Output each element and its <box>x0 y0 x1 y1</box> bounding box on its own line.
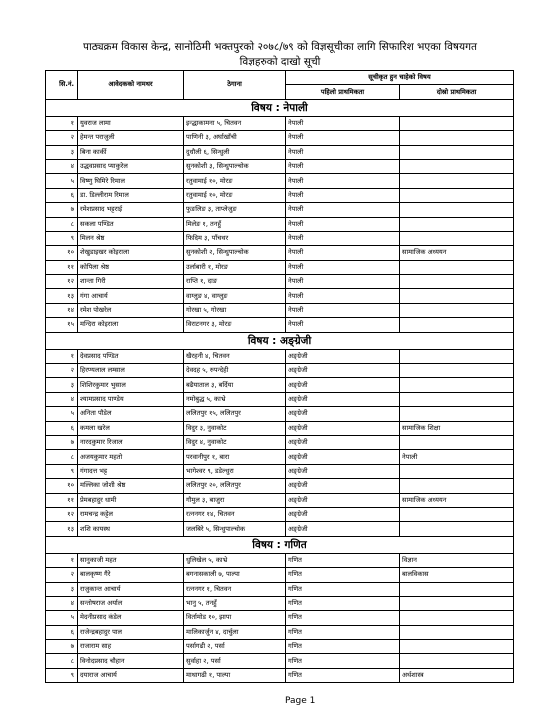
second-priority-cell <box>400 203 514 217</box>
table-row <box>46 318 514 332</box>
table-row <box>46 553 514 567</box>
serial-cell: १ <box>46 553 78 567</box>
second-priority-cell <box>400 260 514 274</box>
table-body <box>46 99 514 682</box>
serial-cell: ८ <box>46 217 78 231</box>
name-cell: युवराज लामा <box>78 116 184 130</box>
name-cell: दयाराज आचार्य <box>78 668 184 682</box>
second-priority-cell <box>400 116 514 130</box>
name-cell: डा. डिल्लीराम रिमाल <box>78 188 184 202</box>
second-priority-cell <box>400 275 514 289</box>
section-title: विषय : नेपाली <box>46 99 514 116</box>
serial-cell: ३ <box>46 582 78 596</box>
name-cell: रमेश पोखरेल <box>78 303 184 317</box>
table-row <box>46 174 514 188</box>
second-priority-cell <box>400 435 514 449</box>
first-priority-cell: नेपाली <box>286 231 400 245</box>
table-row <box>46 246 514 260</box>
address-cell: मालिकार्जुन ४, दार्चुला <box>184 625 286 639</box>
first-priority-cell: अङ्ग्रेजी <box>286 522 400 536</box>
address-cell: रतुवामाई १०, मोरङ <box>184 188 286 202</box>
name-cell: उद्धवप्रसाद प्याकुरेल <box>78 159 184 173</box>
name-cell: हिरण्यलाल लम्साल <box>78 364 184 378</box>
section-heading-row <box>46 332 514 349</box>
address-cell: रत्ननगर १४, चितवन <box>184 507 286 521</box>
address-cell: फिदिम ३, पाँचथर <box>184 231 286 245</box>
address-cell: विदुर ४, नुवाकोट <box>184 435 286 449</box>
first-priority-cell: गणित <box>286 596 400 610</box>
table-row <box>46 131 514 145</box>
address-cell: देवदह ५, रुपन्देही <box>184 364 286 378</box>
name-cell: श्यामप्रसाद पाण्डेय <box>78 392 184 406</box>
name-cell: गंगादत्त भट्ट <box>78 464 184 478</box>
table-row <box>46 568 514 582</box>
name-cell: सकला पण्डित <box>78 217 184 231</box>
address-cell: सुनकोशी २, सिन्धुपाल्चोक <box>184 246 286 260</box>
second-priority-cell <box>400 188 514 202</box>
second-priority-cell <box>400 407 514 421</box>
serial-cell: १ <box>46 116 78 130</box>
table-row <box>46 611 514 625</box>
serial-cell: ३ <box>46 145 78 159</box>
name-cell: मन्दिरा कोइराला <box>78 318 184 332</box>
second-priority-cell <box>400 289 514 303</box>
name-cell: राजाराम साह <box>78 640 184 654</box>
name-cell: विनोदप्रसाद चौहान <box>78 654 184 668</box>
first-priority-cell: अङ्ग्रेजी <box>286 493 400 507</box>
serial-cell: ४ <box>46 596 78 610</box>
name-cell: रमेशप्रसाद भट्टराई <box>78 203 184 217</box>
second-priority-cell <box>400 582 514 596</box>
second-priority-cell <box>400 174 514 188</box>
table-row <box>46 203 514 217</box>
first-priority-cell: गणित <box>286 611 400 625</box>
first-priority-cell: नेपाली <box>286 174 400 188</box>
address-cell: वाग्लुङ ४, वाग्लुङ <box>184 289 286 303</box>
second-priority-cell <box>400 145 514 159</box>
second-priority-cell <box>400 640 514 654</box>
first-priority-cell: गणित <box>286 553 400 567</box>
first-priority-cell: गणित <box>286 668 400 682</box>
table-row <box>46 231 514 245</box>
address-cell: उर्लाबारी १, मोरङ <box>184 260 286 274</box>
address-cell: परवानीपुर १, बारा <box>184 450 286 464</box>
second-priority-cell <box>400 611 514 625</box>
first-priority-cell: नेपाली <box>286 116 400 130</box>
serial-cell: १४ <box>46 303 78 317</box>
header-address: ठेगाना <box>184 71 286 100</box>
second-priority-cell <box>400 479 514 493</box>
table-row <box>46 479 514 493</box>
name-cell: मल्लिका जोशी श्रेष्ठ <box>78 479 184 493</box>
table-row <box>46 507 514 521</box>
address-cell: विर्तामोड १०, झापा <box>184 611 286 625</box>
table-row <box>46 625 514 639</box>
address-cell: फुङलिङ ३, ताप्लेजुङ <box>184 203 286 217</box>
second-priority-cell <box>400 159 514 173</box>
serial-cell: ८ <box>46 654 78 668</box>
second-priority-cell: अर्थशास्त्र <box>400 668 514 682</box>
address-cell: सुनकोशी ३, सिन्धुपाल्चोक <box>184 159 286 173</box>
table-row <box>46 464 514 478</box>
table-row <box>46 159 514 173</box>
first-priority-cell: गणित <box>286 640 400 654</box>
address-cell: गौमुल ३, बाजुरा <box>184 493 286 507</box>
table-row <box>46 364 514 378</box>
address-cell: ललितपुर १५, ललितपुर <box>184 407 286 421</box>
first-priority-cell: अङ्ग्रेजी <box>286 378 400 392</box>
address-cell: माथागढी १, पाल्पा <box>184 668 286 682</box>
table-row <box>46 493 514 507</box>
address-cell: जलबिरे ५, सिन्धुपाल्चोक <box>184 522 286 536</box>
serial-cell: ९ <box>46 668 78 682</box>
address-cell: मिलेङ १, तनहुँ <box>184 217 286 231</box>
name-cell: राजुकान्त आचार्य <box>78 582 184 596</box>
name-cell: रामचन्द्र कट्टेल <box>78 507 184 521</box>
name-cell: प्रेमबहादुर धामी <box>78 493 184 507</box>
first-priority-cell: नेपाली <box>286 289 400 303</box>
table-row <box>46 116 514 130</box>
second-priority-cell <box>400 217 514 231</box>
table-row <box>46 260 514 274</box>
name-cell: अनिता पौडेल <box>78 407 184 421</box>
serial-cell: ९ <box>46 231 78 245</box>
table-row <box>46 217 514 231</box>
second-priority-cell <box>400 231 514 245</box>
name-cell: नारदकुमार रिजाल <box>78 435 184 449</box>
section-title: विषय : अङ्ग्रेजी <box>46 332 514 349</box>
second-priority-cell <box>400 378 514 392</box>
name-cell: देवप्रसाद पण्डित <box>78 349 184 363</box>
name-cell: शिशिरकुमार भुसाल <box>78 378 184 392</box>
second-priority-cell <box>400 625 514 639</box>
address-cell: बगनासकाली ७, पाल्पा <box>184 568 286 582</box>
address-cell: विराटनगर ३, मोरङ <box>184 318 286 332</box>
second-priority-cell <box>400 318 514 332</box>
name-cell: सन्तोषराज अर्याल <box>78 596 184 610</box>
second-priority-cell <box>400 131 514 145</box>
name-cell: कोपिला श्रेष्ठ <box>78 260 184 274</box>
first-priority-cell: नेपाली <box>286 318 400 332</box>
first-priority-cell: अङ्ग्रेजी <box>286 421 400 435</box>
table-row <box>46 349 514 363</box>
serial-cell: २ <box>46 131 78 145</box>
second-priority-cell: सामाजिक अध्ययन <box>400 246 514 260</box>
first-priority-cell: नेपाली <box>286 131 400 145</box>
table-row <box>46 640 514 654</box>
second-priority-cell <box>400 349 514 363</box>
header-name: आवेदकको नामथर <box>78 71 184 100</box>
address-cell: भानु ५, तनहुँ <box>184 596 286 610</box>
first-priority-cell: नेपाली <box>286 217 400 231</box>
name-cell: बालकृष्ण गैरे <box>78 568 184 582</box>
serial-cell: १ <box>46 349 78 363</box>
address-cell: दुधौली ६, सिन्धुली <box>184 145 286 159</box>
first-priority-cell: नेपाली <box>286 303 400 317</box>
address-cell: गोरखा ५, गोरखा <box>184 303 286 317</box>
second-priority-cell <box>400 303 514 317</box>
name-cell: शान्ता गिरी <box>78 275 184 289</box>
header-first-priority: पहिलो प्राथमिकता <box>286 85 400 99</box>
table-row <box>46 435 514 449</box>
address-cell: ललितपुर २०, ललितपुर <box>184 479 286 493</box>
table-row <box>46 407 514 421</box>
serial-cell: ३ <box>46 378 78 392</box>
address-cell: भागेश्वर ९, डडेल्धुरा <box>184 464 286 478</box>
serial-cell: २ <box>46 364 78 378</box>
serial-cell: ७ <box>46 203 78 217</box>
first-priority-cell: अङ्ग्रेजी <box>286 464 400 478</box>
table-row <box>46 275 514 289</box>
second-priority-cell: विज्ञान <box>400 553 514 567</box>
serial-cell: १२ <box>46 275 78 289</box>
table-row <box>46 392 514 406</box>
second-priority-cell <box>400 392 514 406</box>
serial-cell: ११ <box>46 493 78 507</box>
first-priority-cell: अङ्ग्रेजी <box>286 407 400 421</box>
second-priority-cell <box>400 464 514 478</box>
serial-cell: ८ <box>46 450 78 464</box>
first-priority-cell: गणित <box>286 654 400 668</box>
name-cell: कमला खरेल <box>78 421 184 435</box>
table-row <box>46 303 514 317</box>
second-priority-cell: बालविकास <box>400 568 514 582</box>
first-priority-cell: अङ्ग्रेजी <box>286 392 400 406</box>
table-row <box>46 145 514 159</box>
name-cell: विष्णु घिमिरे रिमाल <box>78 174 184 188</box>
address-cell: पाणिनी ३, अर्घाखाँची <box>184 131 286 145</box>
name-cell: अजयकुमार महतो <box>78 450 184 464</box>
name-cell: बिना कार्की <box>78 145 184 159</box>
serial-cell: ७ <box>46 435 78 449</box>
name-cell: शशि कायस्थ <box>78 522 184 536</box>
document-title: पाठ्यक्रम विकास केन्द्र, सानोठिमी भक्तपुरको २०७८/७९ को विज्ञसूचीका लागि सिफारिश भएका विषयगत <box>83 41 477 53</box>
first-priority-cell: नेपाली <box>286 145 400 159</box>
serial-cell: ७ <box>46 640 78 654</box>
second-priority-cell <box>400 364 514 378</box>
first-priority-cell: अङ्ग्रेजी <box>286 364 400 378</box>
address-cell: पर्सागढी २, पर्सा <box>184 640 286 654</box>
serial-cell: २ <box>46 568 78 582</box>
first-priority-cell: गणित <box>286 568 400 582</box>
address-cell: सुर्वाहा २, पर्सा <box>184 654 286 668</box>
header-second-priority: दोस्रो प्राथमिकता <box>400 85 514 99</box>
table-row <box>46 654 514 668</box>
table-row <box>46 522 514 536</box>
serial-cell: ५ <box>46 611 78 625</box>
second-priority-cell: नेपाली <box>400 450 514 464</box>
address-cell: रतुवामाई १०, मोरङ <box>184 174 286 188</box>
table-row <box>46 289 514 303</box>
name-cell: शेखुडाइखर कोइराला <box>78 246 184 260</box>
name-cell: सानुकाजी महत <box>78 553 184 567</box>
name-cell: हेमन्त पराजुली <box>78 131 184 145</box>
address-cell: राप्ति १, दाङ <box>184 275 286 289</box>
second-priority-cell <box>400 507 514 521</box>
first-priority-cell: गणित <box>286 582 400 596</box>
first-priority-cell: गणित <box>286 625 400 639</box>
section-heading-row <box>46 536 514 553</box>
second-priority-cell: सामाजिक शिक्षा <box>400 421 514 435</box>
table-row <box>46 668 514 682</box>
applicant-table <box>45 70 514 683</box>
name-cell: राजेन्द्रबहादुर पाल <box>78 625 184 639</box>
first-priority-cell: नेपाली <box>286 246 400 260</box>
table-row <box>46 378 514 392</box>
address-cell: खैरहनी ४, चितवन <box>184 349 286 363</box>
name-cell: मिलन श्रेष्ठ <box>78 231 184 245</box>
table-row <box>46 188 514 202</box>
serial-cell: १३ <box>46 289 78 303</box>
serial-cell: ४ <box>46 159 78 173</box>
address-cell: रत्ननगर १, चितवन <box>184 582 286 596</box>
serial-cell: ६ <box>46 188 78 202</box>
first-priority-cell: नेपाली <box>286 260 400 274</box>
second-priority-cell <box>400 654 514 668</box>
first-priority-cell: नेपाली <box>286 203 400 217</box>
table-row <box>46 596 514 610</box>
first-priority-cell: नेपाली <box>286 275 400 289</box>
serial-cell: १० <box>46 246 78 260</box>
address-cell: धुलिखेल ५, काभ्रे <box>184 553 286 567</box>
serial-cell: ९ <box>46 464 78 478</box>
second-priority-cell <box>400 522 514 536</box>
first-priority-cell: अङ्ग्रेजी <box>286 479 400 493</box>
serial-cell: ४ <box>46 392 78 406</box>
header-priority-group: सूचीकृत हुन चाहेको विषय <box>286 71 514 85</box>
serial-cell: ६ <box>46 421 78 435</box>
section-title: विषय : गणित <box>46 536 514 553</box>
serial-cell: १३ <box>46 522 78 536</box>
first-priority-cell: अङ्ग्रेजी <box>286 507 400 521</box>
page-footer: Page 1 <box>285 696 316 706</box>
table-row <box>46 421 514 435</box>
serial-cell: ५ <box>46 174 78 188</box>
address-cell: बढैयाताल ३, बर्दिया <box>184 378 286 392</box>
first-priority-cell: अङ्ग्रेजी <box>286 349 400 363</box>
serial-cell: ६ <box>46 625 78 639</box>
second-priority-cell: सामाजिक अध्ययन <box>400 493 514 507</box>
document-subtitle: विज्ञहरुको दाखो सूची <box>239 56 321 68</box>
address-cell: इन्द्धाकामना ५, चितवन <box>184 116 286 130</box>
serial-cell: १५ <box>46 318 78 332</box>
second-priority-cell <box>400 596 514 610</box>
section-heading-row <box>46 99 514 116</box>
table-row <box>46 450 514 464</box>
serial-cell: १२ <box>46 507 78 521</box>
header-serial: सि.नं. <box>46 71 78 100</box>
serial-cell: १० <box>46 479 78 493</box>
address-cell: नमोबुद्ध ५, काभ्रे <box>184 392 286 406</box>
first-priority-cell: नेपाली <box>286 159 400 173</box>
table-row <box>46 582 514 596</box>
serial-cell: ११ <box>46 260 78 274</box>
first-priority-cell: अङ्ग्रेजी <box>286 450 400 464</box>
serial-cell: ५ <box>46 407 78 421</box>
first-priority-cell: अङ्ग्रेजी <box>286 435 400 449</box>
name-cell: मेदनीप्रसाद कंडेल <box>78 611 184 625</box>
name-cell: गंगा आचार्य <box>78 289 184 303</box>
first-priority-cell: नेपाली <box>286 188 400 202</box>
address-cell: विदुर ३, नुवाकोट <box>184 421 286 435</box>
